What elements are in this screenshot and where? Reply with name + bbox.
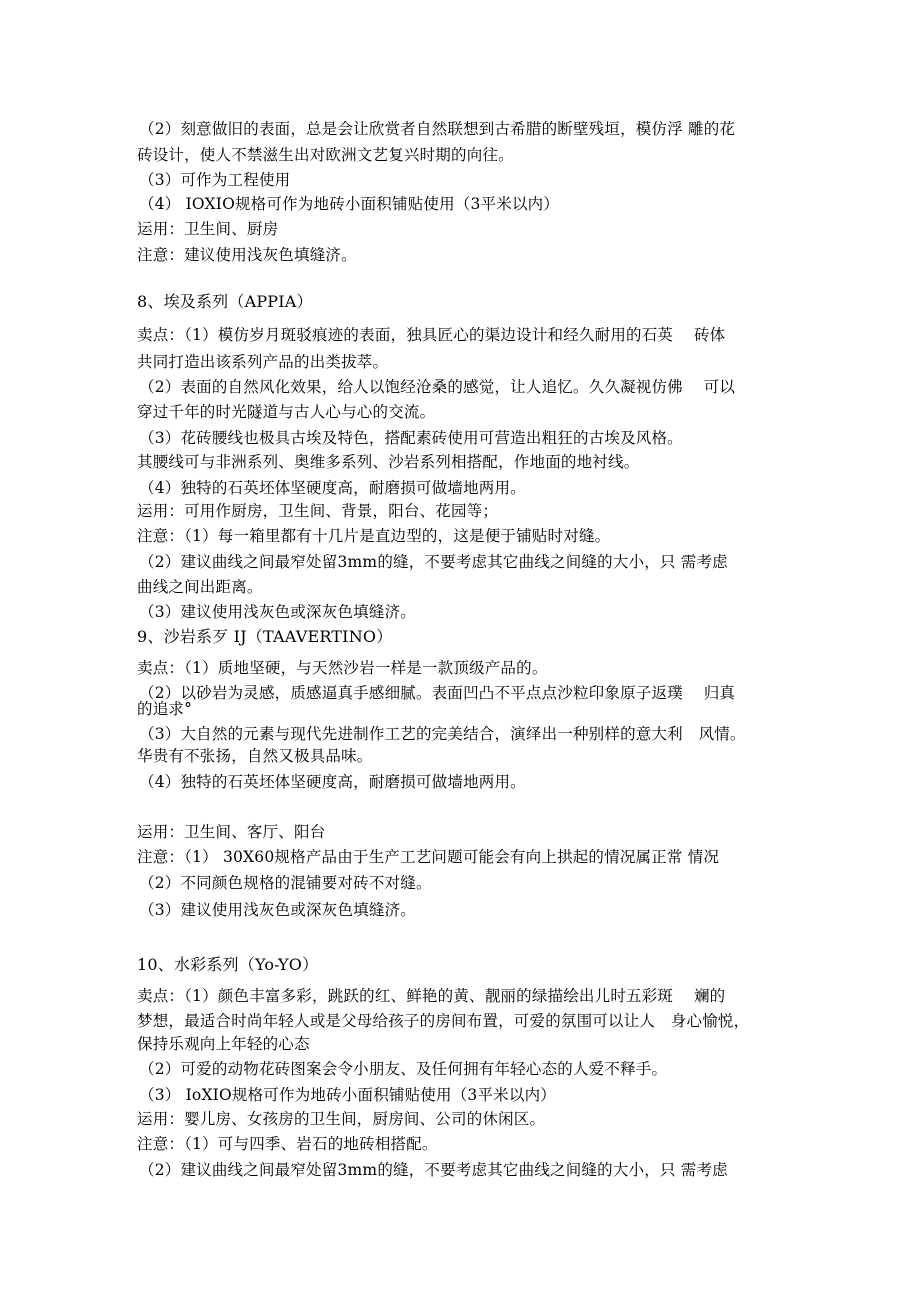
text-line: （2）表面的自然风化效果，给人以饱经沧桑的感觉，让人追忆。久久凝视仿佛 可以 xyxy=(139,378,736,396)
section-heading: 8、埃及系列（APPIA） xyxy=(137,292,313,311)
text-line: （2）刻意做旧的表面，总是会让欣赏者自然联想到古希腊的断壁残垣，模仿浮 雕的花 xyxy=(139,120,736,138)
text-line: 注意：（1） 30X60规格产品由于生产工艺问题可能会有向上拱起的情况属正常 情况 xyxy=(137,848,720,866)
text-line: （4）独特的石英坯体坚硬度高，耐磨损可做墙地两用。 xyxy=(139,479,526,497)
text-line: 注意：建议使用浅灰色填缝济。 xyxy=(137,246,357,264)
text-line: 其腰线可与非洲系列、奥维多系列、沙岩系列相搭配，作地面的地衬线。 xyxy=(137,453,640,471)
text-line: 曲线之间出距离。 xyxy=(137,578,263,596)
text-line: （3）可作为工程使用 xyxy=(139,171,291,189)
text-line: 卖点：（1）颜色丰富多彩，跳跃的红、鲜艳的黄、靓丽的绿描绘出儿时五彩斑 斓的 xyxy=(137,987,726,1005)
text-line: 运用：可用作厨房，卫生间、背景，阳台、花园等； xyxy=(137,502,499,520)
text-line: （3） IoXIO规格可作为地砖小面积铺贴使用（3平米以内） xyxy=(139,1086,556,1104)
text-line: 梦想，最适合时尚年轻人或是父母给孩子的房间布置，可爱的氛围可以让人 身心愉悦， xyxy=(137,1012,750,1030)
text-line: （3）大自然的元素与现代先进制作工艺的完美结合，演绎出一种别样的意大利 风情。 xyxy=(139,725,746,743)
section-heading: 10、水彩系列（Yo-YO） xyxy=(137,955,319,974)
text-line: 卖点：（1）模仿岁月斑驳痕迹的表面，独具匠心的渠边设计和经久耐用的石英 砖体 xyxy=(137,326,726,344)
text-line: 运用：卫生间、厨房 xyxy=(137,220,279,238)
text-line: （2）以砂岩为灵感，质感逼真手感细腻。表面凹凸不平点点沙粒印象原子返璞 归真 xyxy=(139,684,736,702)
text-line: 砖设计，使人不禁滋生出对欧洲文艺复兴时期的向往。 xyxy=(137,146,514,164)
text-line: （3）花砖腰线也极具古埃及特色，搭配素砖使用可营造出粗狂的古埃及风格。 xyxy=(139,429,683,447)
section-heading: 9、沙岩系歹 IJ（TAAVERTINO） xyxy=(137,627,393,646)
text-line: 卖点：（1）质地坚硬，与天然沙岩一样是一款顶级产品的。 xyxy=(137,659,548,677)
text-line: 共同打造出该系列产品的出类拔萃。 xyxy=(137,353,389,371)
text-line: 的追求° xyxy=(137,700,193,718)
text-line: 运用：婴儿房、女孩房的卫生间，厨房间、公司的休闲区。 xyxy=(137,1110,546,1128)
text-line: （3）建议使用浅灰色或深灰色填缝济。 xyxy=(139,901,416,919)
text-line: （2）建议曲线之间最窄处留3mm的缝，不要考虑其它曲线之间缝的大小，只 需考虑 xyxy=(139,553,728,571)
text-line: 穿过千年的时光隧道与古人心与心的交流。 xyxy=(137,403,436,421)
text-line: （2）建议曲线之间最窄处留3mm的缝，不要考虑其它曲线之间缝的大小，只 需考虑 xyxy=(139,1161,728,1179)
text-line: 注意：（1）可与四季、岩石的地砖相搭配。 xyxy=(137,1135,438,1153)
text-line: 华贵有不张扬，自然又极具品味。 xyxy=(137,747,373,765)
text-line: （2）不同颜色规格的混铺要对砖不对缝。 xyxy=(139,874,432,892)
text-line: （3）建议使用浅灰色或深灰色填缝济。 xyxy=(139,603,416,621)
text-line: （4） IOXIO规格可作为地砖小面积铺贴使用（3平米以内） xyxy=(139,195,560,213)
text-line: 运用：卫生间、客厅、阳台 xyxy=(137,823,326,841)
text-line: 注意：（1）每一箱里都有十几片是直边型的，这是便于铺贴时对缝。 xyxy=(137,527,611,545)
text-line: （4）独特的石英坯体坚硬度高，耐磨损可做墙地两用。 xyxy=(139,773,526,791)
text-line: （2）可爱的动物花砖图案会令小朋友、及任何拥有年轻心态的人爱不释手。 xyxy=(139,1060,668,1078)
text-line: 保持乐观向上年轻的心态 xyxy=(137,1035,310,1053)
